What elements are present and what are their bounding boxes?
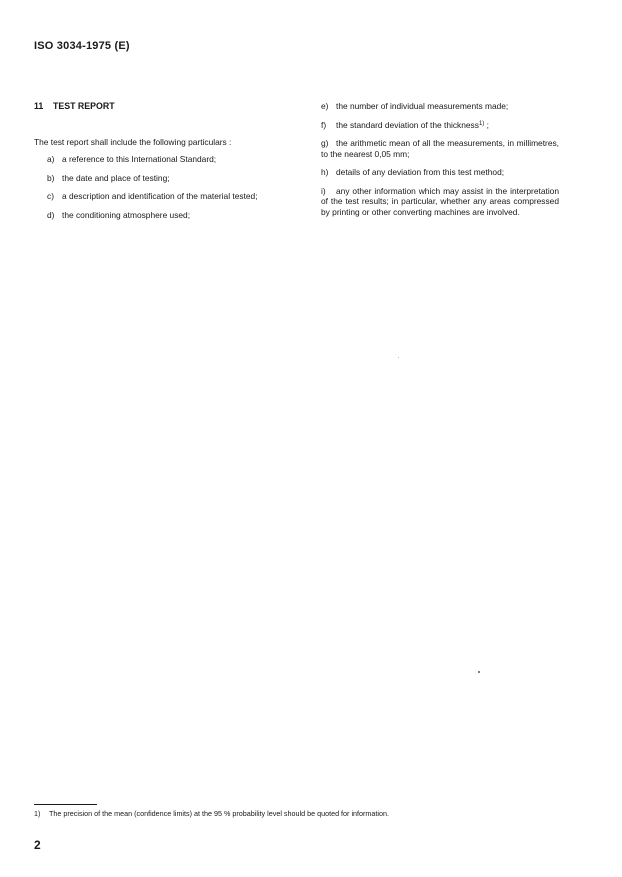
footnote-reference: 1) bbox=[478, 120, 485, 127]
list-item-text: the date and place of testing; bbox=[62, 172, 170, 183]
list-item-text: the standard deviation of the thickness bbox=[336, 119, 479, 130]
scan-artifact bbox=[478, 671, 480, 673]
list-item-label: e) bbox=[321, 101, 329, 111]
left-column bbox=[34, 101, 284, 228]
list-item-label: b) bbox=[47, 172, 55, 183]
list-item-text: the conditioning atmosphere used; bbox=[62, 209, 191, 220]
list-item-label: d) bbox=[47, 209, 55, 220]
section-number: 11 bbox=[34, 101, 44, 111]
list-item-text: the arithmetic mean of all the measurements, in millimetres, to the nearest 0,05 mm; bbox=[321, 138, 559, 159]
list-item-e bbox=[321, 101, 559, 112]
list-item-text: the number of individual measurements made; bbox=[336, 101, 509, 111]
section-intro: The test report shall include the following particulars : bbox=[34, 136, 232, 147]
footnote bbox=[34, 809, 389, 818]
list-item-label: f) bbox=[321, 119, 327, 130]
footnote-divider bbox=[34, 804, 97, 805]
list-item-text-tail: ; bbox=[484, 119, 489, 130]
list-item-h bbox=[321, 167, 559, 178]
section-title: TEST REPORT bbox=[53, 101, 115, 111]
list-item-d bbox=[47, 210, 284, 221]
list-item-g bbox=[321, 138, 559, 159]
list-item-label: c) bbox=[47, 191, 54, 201]
list-item-label: h) bbox=[321, 167, 329, 177]
footnote-label: 1) bbox=[34, 809, 41, 818]
right-column bbox=[321, 101, 559, 225]
list-item-text: a reference to this International Standard; bbox=[62, 154, 217, 164]
list-item-a bbox=[47, 154, 284, 165]
list-item-label: a) bbox=[47, 154, 55, 164]
scan-artifact bbox=[398, 357, 399, 358]
list-item-f bbox=[321, 120, 559, 131]
list-item-text: details of any deviation from this test method; bbox=[336, 167, 505, 177]
list-item-i bbox=[321, 186, 559, 218]
list-item-label: i) bbox=[321, 185, 326, 196]
footnote-text: The precision of the mean (confidence limits) at the 95 % probability level should be quoted for information. bbox=[49, 809, 389, 818]
list-item-c bbox=[47, 191, 284, 202]
list-item-text: any other information which may assist in the interpretation of the test results; in particular, whether any areas compressed by printing or other converting machines are involved. bbox=[321, 185, 559, 217]
list-item-label: g) bbox=[321, 138, 329, 148]
list-item-b bbox=[47, 173, 284, 184]
section-heading bbox=[34, 101, 284, 112]
page-number: 2 bbox=[34, 838, 41, 852]
document-header: ISO 3034-1975 (E) bbox=[34, 40, 130, 52]
list-item-text: a description and identification of the material tested; bbox=[62, 191, 258, 201]
